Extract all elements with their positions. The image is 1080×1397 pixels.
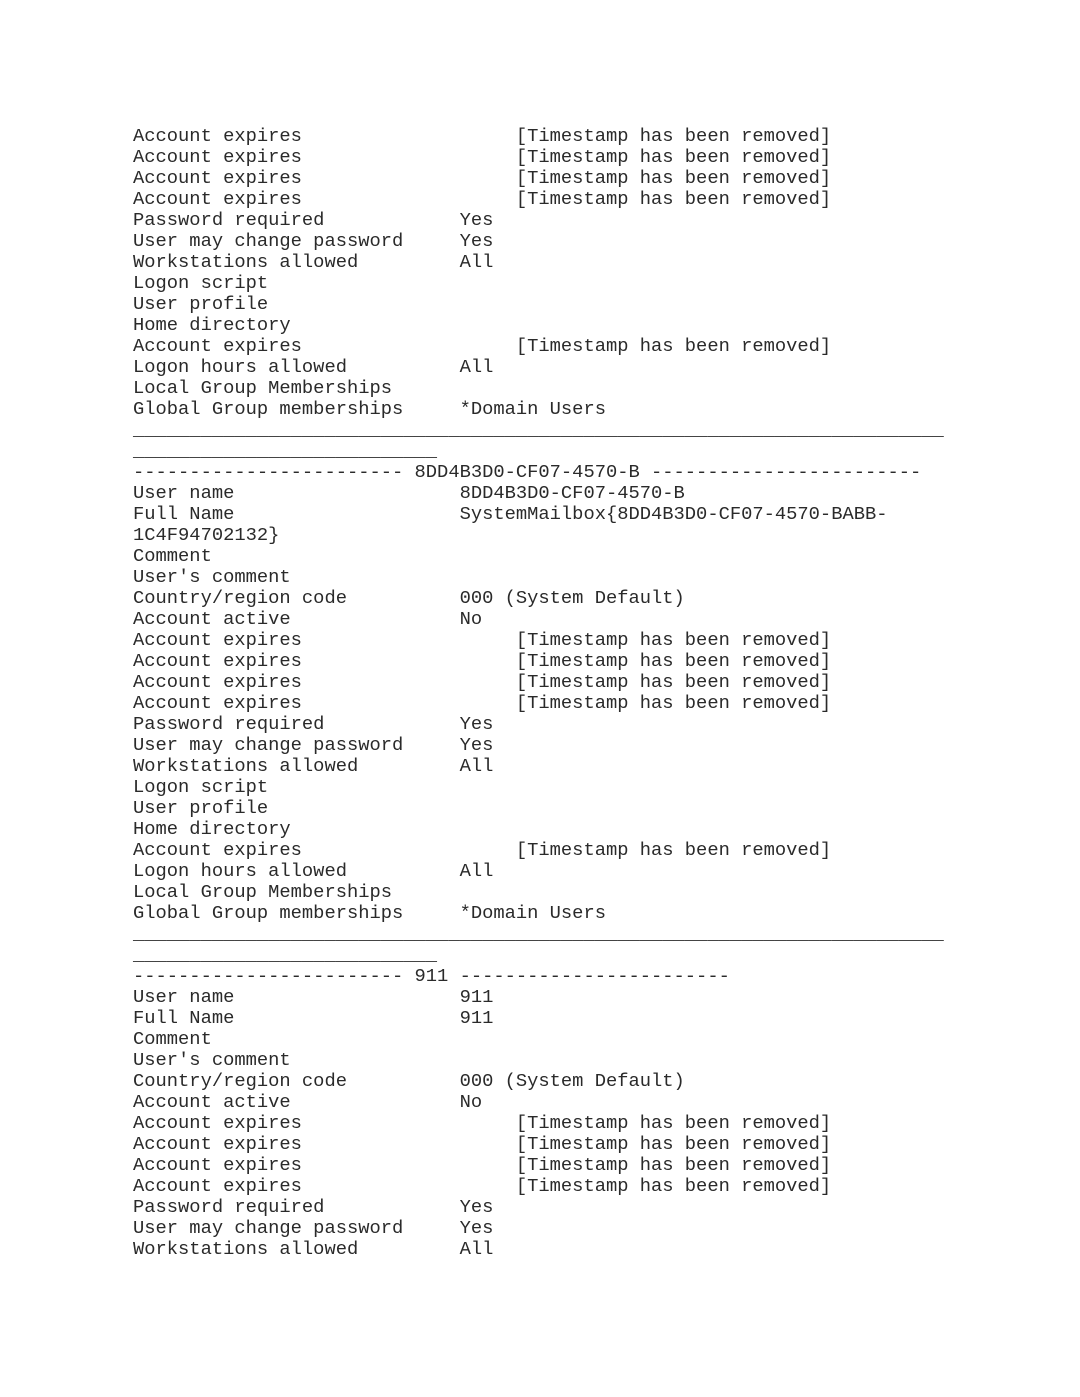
output-line: User may change password Yes <box>133 734 494 756</box>
output-line: Account expires [Timestamp has been removed] <box>133 146 832 168</box>
output-line: Comment <box>133 545 212 567</box>
output-line: Local Group Memberships <box>133 377 393 399</box>
output-line: Country/region code 000 (System Default) <box>133 1070 685 1092</box>
output-line: Global Group memberships *Domain Users <box>133 398 606 420</box>
separator-line: ________________________________________________________________________ <box>133 419 944 441</box>
output-line: Account expires [Timestamp has been removed] <box>133 125 832 147</box>
output-line: Account expires [Timestamp has been removed] <box>133 629 832 651</box>
separator-line: ___________________________ <box>133 944 438 966</box>
record-header-line: ------------------------ 911 ------------------------ <box>133 965 730 987</box>
output-line: Global Group memberships *Domain Users <box>133 902 606 924</box>
output-line: Account active No <box>133 608 483 630</box>
output-line: Account expires [Timestamp has been removed] <box>133 692 832 714</box>
separator-line: ________________________________________________________________________ <box>133 923 944 945</box>
output-line: Local Group Memberships <box>133 881 393 903</box>
output-line: Account expires [Timestamp has been removed] <box>133 188 832 210</box>
output-line: User name 8DD4B3D0-CF07-4570-B <box>133 482 685 504</box>
output-line: Home directory <box>133 314 291 336</box>
record-header-line: ------------------------ 8DD4B3D0-CF07-4570-B ------------------------ <box>133 461 922 483</box>
output-line: Account expires [Timestamp has been removed] <box>133 671 832 693</box>
output-line: Password required Yes <box>133 713 494 735</box>
output-line: Workstations allowed All <box>133 755 494 777</box>
separator-line: ___________________________ <box>133 440 438 462</box>
output-line: Home directory <box>133 818 291 840</box>
output-line: Logon hours allowed All <box>133 356 494 378</box>
output-line: Account expires [Timestamp has been removed] <box>133 839 832 861</box>
output-line: Logon script <box>133 776 269 798</box>
output-line: Account expires [Timestamp has been removed] <box>133 1112 832 1134</box>
output-line: Workstations allowed All <box>133 1238 494 1260</box>
output-line: Account expires [Timestamp has been removed] <box>133 167 832 189</box>
output-line: Account expires [Timestamp has been removed] <box>133 1133 832 1155</box>
output-line: Comment <box>133 1028 212 1050</box>
output-line: Workstations allowed All <box>133 251 494 273</box>
output-line: Logon hours allowed All <box>133 860 494 882</box>
output-line: Full Name 911 <box>133 1007 494 1029</box>
output-line: Account expires [Timestamp has been removed] <box>133 1154 832 1176</box>
output-line: User profile <box>133 797 269 819</box>
output-line: Country/region code 000 (System Default) <box>133 587 685 609</box>
output-line: Account expires [Timestamp has been removed] <box>133 1175 832 1197</box>
output-line: Password required Yes <box>133 209 494 231</box>
output-line: User's comment <box>133 566 291 588</box>
output-line: 1C4F94702132} <box>133 524 280 546</box>
output-line: Full Name SystemMailbox{8DD4B3D0-CF07-4570-BABB- <box>133 503 888 525</box>
output-line: User may change password Yes <box>133 1217 494 1239</box>
output-line: Password required Yes <box>133 1196 494 1218</box>
output-line: User's comment <box>133 1049 291 1071</box>
output-line: User may change password Yes <box>133 230 494 252</box>
output-line: Account expires [Timestamp has been removed] <box>133 335 832 357</box>
output-line: User profile <box>133 293 269 315</box>
output-line: User name 911 <box>133 986 494 1008</box>
output-line: Logon script <box>133 272 269 294</box>
net-user-output <box>133 126 944 1260</box>
output-line: Account expires [Timestamp has been removed] <box>133 650 832 672</box>
output-line: Account active No <box>133 1091 483 1113</box>
